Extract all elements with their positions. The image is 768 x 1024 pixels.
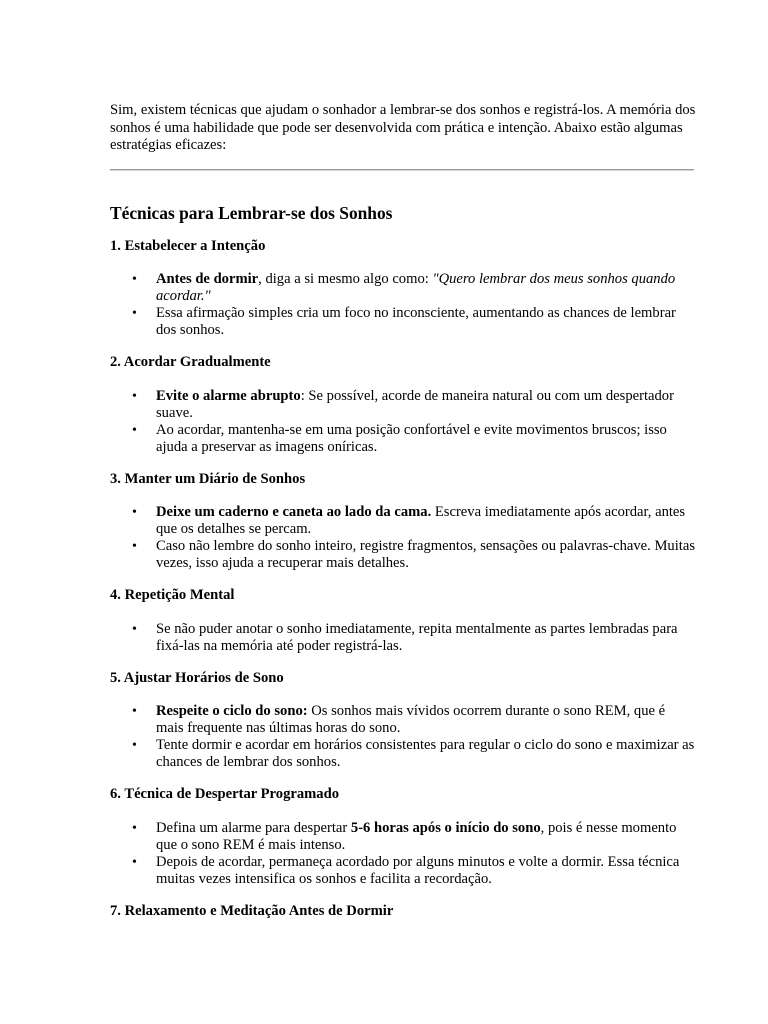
text-run: Ao acordar, mantenha-se em uma posição confortável e evite movimentos bruscos; isso ajuda a preservar as imagens oníricas.: [156, 421, 667, 455]
section: [110, 670, 696, 772]
text-run: , diga a si mesmo algo como:: [258, 271, 433, 287]
main-heading: Técnicas para Lembrar-se dos Sonhos: [110, 202, 393, 223]
list-item: [110, 388, 696, 422]
text-run: Defina um alarme para despertar: [156, 819, 351, 836]
list-item-text: [156, 854, 696, 888]
bullet-icon: •: [132, 539, 137, 554]
italic-quote: "Quero lembrar dos meus sonhos quando acordar.": [156, 271, 676, 304]
bullet-icon: •: [132, 388, 137, 404]
section: [110, 238, 696, 340]
list-item: [110, 703, 696, 737]
section-title: 6. Técnica de Despertar Programado: [110, 786, 340, 802]
list-item: [110, 305, 696, 339]
list-item: [110, 621, 696, 655]
list-item-text: [156, 305, 696, 339]
text-run: Os sonhos mais vívidos ocorrem durante o sono REM, que é mais frequente nas últimas horas do sono.: [156, 703, 666, 736]
list-item-text: [156, 504, 696, 538]
bullet-list: [110, 388, 696, 456]
list-item: [110, 504, 696, 538]
list-item: [110, 854, 696, 888]
list-item-text: [156, 621, 696, 655]
section: [110, 903, 696, 921]
text-run: Escreva imediatamente após acordar, antes que os detalhes se percam.: [156, 504, 686, 537]
bold-text: Respeite o ciclo do sono:: [156, 703, 308, 719]
text-run: Se não puder anotar o sonho imediatamente, repita mentalmente as partes lembradas para fixá-las na memória até poder registrá-las.: [156, 620, 678, 654]
text-run: Depois de acordar, permaneça acordado por alguns minutos e volte a dormir. Essa técnica muitas vezes intensifica os sonhos e facilita a recordação.: [156, 853, 680, 887]
text-run: , pois é nesse momento que o sono REM é mais intenso.: [156, 819, 677, 853]
bullet-icon: •: [132, 820, 137, 836]
bold-text: Antes de dormir: [156, 271, 259, 287]
document-page: [110, 102, 696, 920]
text-run: : Se possível, acorde de maneira natural ou com um despertador suave.: [156, 387, 674, 421]
bold-text: 5-6 horas após o início do sono: [350, 819, 541, 836]
section-title: 5. Ajustar Horários de Sono: [110, 669, 284, 686]
sections-container: [110, 238, 696, 921]
section: [110, 354, 696, 456]
section-title: 1. Estabelecer a Intenção: [110, 237, 266, 254]
horizontal-rule: [110, 169, 694, 171]
bullet-icon: •: [132, 306, 137, 321]
bullet-icon: •: [132, 738, 137, 753]
bullet-list: [110, 621, 696, 655]
bullet-icon: •: [132, 621, 137, 637]
list-item-text: [156, 422, 696, 456]
section: [110, 587, 696, 655]
bullet-icon: •: [132, 704, 137, 719]
bullet-list: [110, 820, 696, 888]
list-item-text: [156, 737, 696, 771]
section-title: 3. Manter um Diário de Sonhos: [110, 470, 306, 487]
intro-paragraph: Sim, existem técnicas que ajudam o sonhador a lembrar-se dos sonhos e registrá-los. A memória dos sonhos é uma habilidade que pode ser desenvolvida com prática e intenção. Abaixo estão algumas estratégias eficazes:: [110, 102, 696, 153]
list-item: [110, 422, 696, 456]
bullet-list: [110, 703, 696, 771]
text-run: Tente dormir e acordar em horários consistentes para regular o ciclo do sono e maximizar as chances de lembrar dos sonhos.: [156, 737, 695, 770]
text-run: Essa afirmação simples cria um foco no inconsciente, aumentando as chances de lembrar dos sonhos.: [156, 305, 676, 338]
list-item: [110, 538, 696, 572]
bullet-list: [110, 271, 696, 339]
list-item-text: [156, 703, 696, 737]
bullet-icon: •: [132, 422, 137, 438]
list-item-text: [156, 820, 696, 854]
list-item: [110, 737, 696, 771]
text-run: Caso não lembre do sonho inteiro, registre fragmentos, sensações ou palavras-chave. Muitas vezes, isso ajuda a recuperar mais detalhes.: [156, 538, 695, 571]
bold-text: Deixe um caderno e caneta ao lado da cama.: [156, 504, 432, 520]
list-item: [110, 271, 696, 305]
bullet-icon: •: [132, 854, 137, 870]
list-item-text: [156, 388, 696, 422]
list-item-text: [156, 271, 696, 305]
section-title: 7. Relaxamento e Meditação Antes de Dormir: [110, 902, 394, 919]
bullet-icon: •: [132, 505, 137, 520]
section-title: 4. Repetição Mental: [110, 587, 235, 603]
section-title: 2. Acordar Gradualmente: [110, 354, 271, 370]
list-item-text: [156, 538, 696, 572]
list-item: [110, 820, 696, 854]
bullet-icon: •: [132, 272, 137, 287]
section: [110, 786, 696, 888]
bold-text: Evite o alarme abrupto: [156, 387, 301, 404]
bullet-list: [110, 504, 696, 572]
section: [110, 471, 696, 573]
